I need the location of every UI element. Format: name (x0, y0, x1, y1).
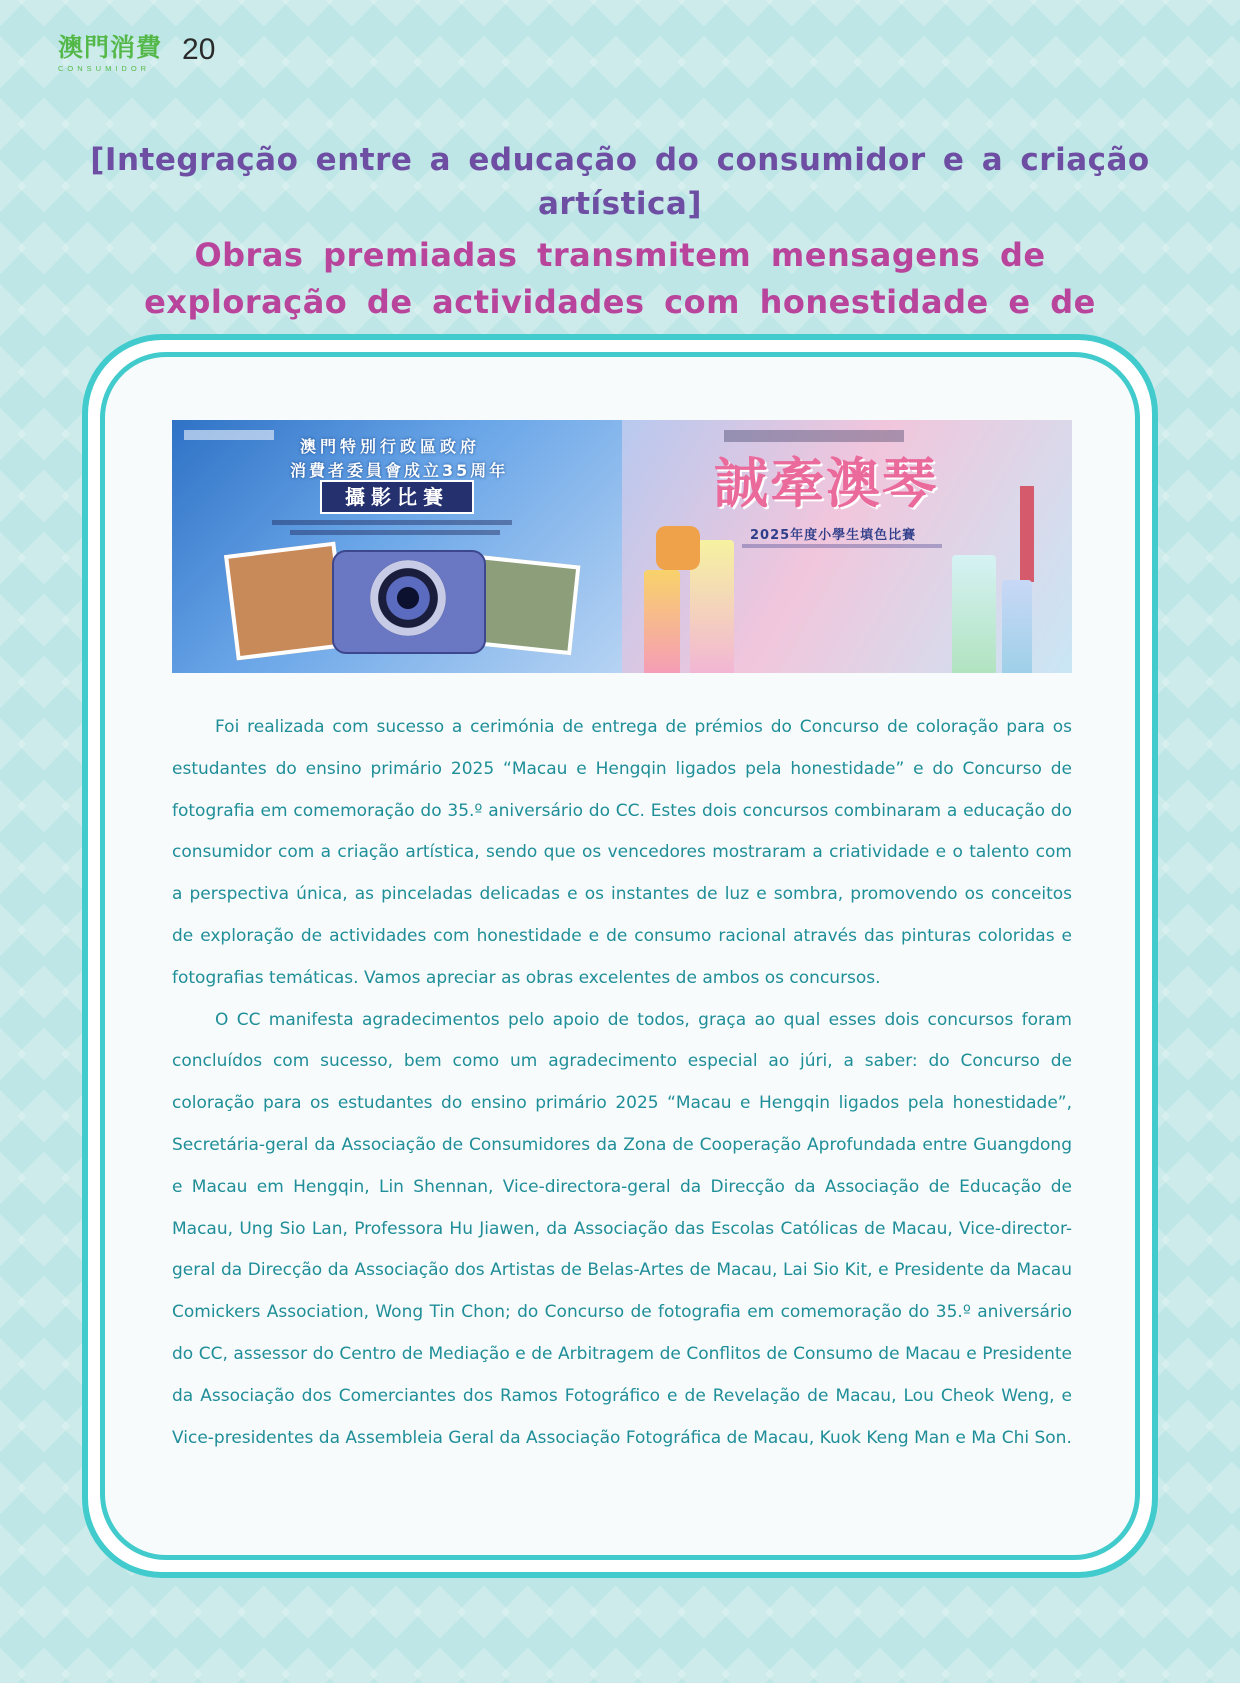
organization-logos (724, 430, 904, 442)
camera-lens-icon (370, 560, 446, 636)
coloring-contest-poster (622, 420, 1072, 673)
page-number: 20 (182, 33, 216, 66)
poster-org-title: 澳門特別行政區政府 (300, 437, 481, 456)
article-subheading: Obras premiadas transmitem mensagens de exploração de actividades com honestidade e de (144, 236, 1096, 321)
contest-banner (172, 420, 1072, 673)
tower-illustration (1020, 486, 1034, 582)
family-photo-image (224, 542, 348, 661)
pillar-illustration (952, 555, 996, 673)
poster-anniversary-title: 消費者委員會成立35周年 (290, 461, 509, 480)
mascot-illustration (656, 526, 700, 570)
article-heading: [Integração entre a educação do consumidor e a criação artística] (90, 142, 1150, 222)
page-header (58, 34, 215, 73)
pillar-illustration (1002, 580, 1032, 673)
poster-subtitle-line (290, 530, 500, 535)
poster-subtitle-line (742, 544, 942, 548)
paragraph: O CC manifesta agradecimentos pelo apoio de todos, graça ao qual esses dois concursos foram concluídos com sucesso, bem como um agradecimento especial ao júri, a saber: do Concurso de coloração para os estudantes do ensino primário 2025 “Macau e Hengqin ligados pela honestidade”, Secretária-geral da Associação de Consumidores da Zona de Cooperação Aprofundada entre Guangdong e Macau em Hengqin, Lin Shennan, Vice-directora-geral da Direcção da Associação de Educação de Macau, Ung Sio Lan, Professora Hu Jiawen, da Associação das Escolas Católicas de Macau, Vice-director-geral da Direcção da Associação dos Artistas de Belas-Artes de Macau, Lai Sio Kit, e Presidente da Macau Comickers Association, Wong Tin Chon; do Concurso de fotografia em comemoração do 35.º aniversário do CC, assessor do Centro de Mediação e de Arbitragem de Conflitos de Consumo de Macau e Presidente da Associação dos Comerciantes dos Ramos Fotográfico e de Revelação de Macau, Lou Cheok Weng, e Vice-presidentes da Assembleia Geral da Associação Fotográfica de Macau, Kuok Keng Man e Ma Chi Son. (172, 1009, 1072, 1448)
logo-english-text: CONSUMIDOR (58, 64, 151, 73)
pillar-illustration (644, 570, 680, 673)
photography-contest-poster (172, 420, 622, 673)
magazine-logo (58, 34, 162, 73)
article-body (172, 707, 1072, 1459)
poster-main-title: 誠牽澳琴 (714, 452, 938, 515)
poster-subtitle: 2025年度小學生填色比賽 (750, 528, 917, 543)
organization-logo (184, 430, 274, 440)
poster-subtitle-line (272, 520, 512, 525)
poster-ribbon-title: 攝影比賽 (320, 480, 474, 514)
paragraph: Foi realizada com sucesso a cerimónia de entrega de prémios do Concurso de coloração para os estudantes do ensino primário 2025 “Macau e Hengqin ligados pela honestidade” e do Concurso de fotografia em comemoração do 35.º aniversário do CC. Estes dois concursos combinaram a educação do consumidor com a criação artística, sendo que os vencedores mostraram a criatividade e o talento com a perspectiva única, as pinceladas delicadas e os instantes de luz e sombra, promovendo os conceitos de exploração de actividades com honestidade e de consumo racional através das pinturas coloridas e fotografias temáticas. Vamos apreciar as obras excelentes de ambos os concursos. (172, 717, 1072, 988)
logo-chinese-text: 澳門消費 (58, 33, 163, 62)
